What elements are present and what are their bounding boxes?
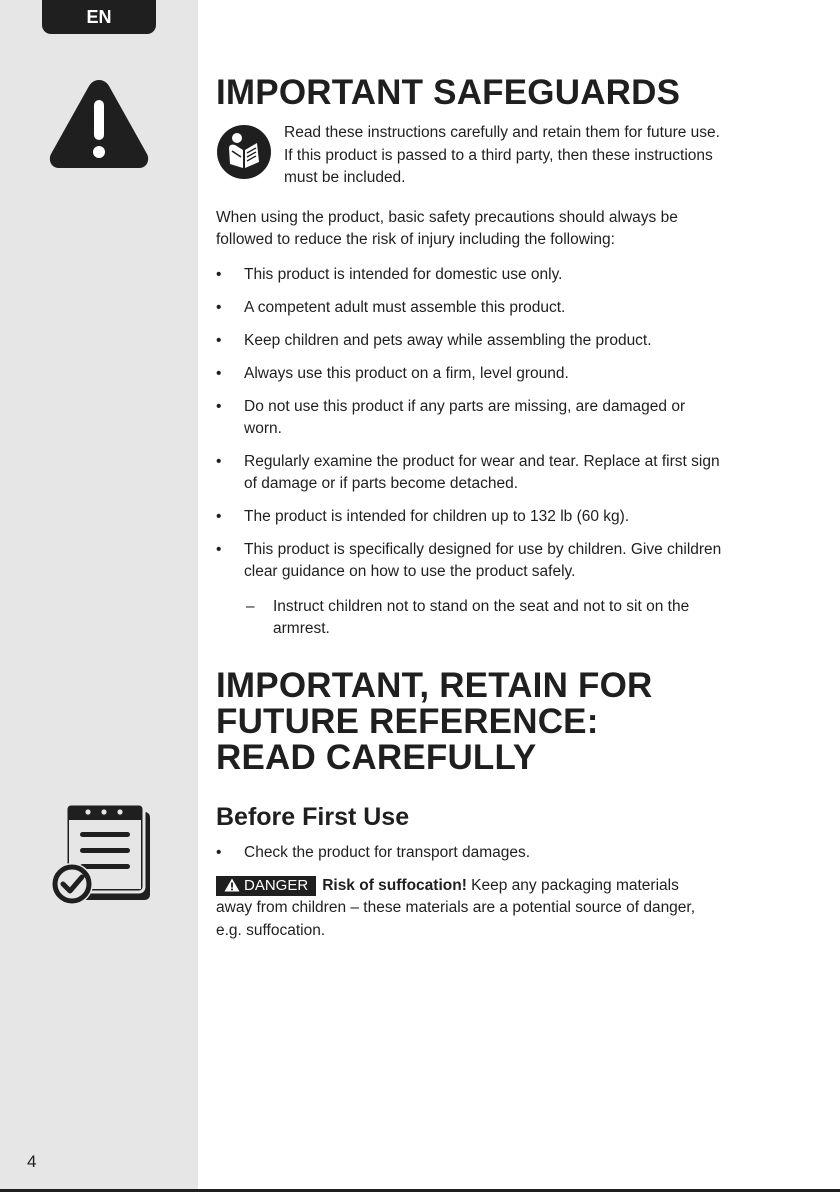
intro-line: When using the product, basic safety precautions should always be (216, 208, 678, 226)
danger-line (216, 875, 786, 898)
list-item (216, 842, 786, 864)
read-line: must be included. (284, 169, 406, 186)
danger-title: Risk of suffocation! (322, 876, 467, 894)
sub-list-item (216, 596, 786, 640)
bullet-symbol: • (216, 298, 222, 316)
bullet-symbol: • (216, 364, 222, 382)
danger-label: DANGER (244, 876, 309, 894)
list-item-text: Keep children and pets away while assembling the product. (244, 331, 652, 349)
read-manual-icon (216, 124, 272, 180)
intro-paragraph (216, 207, 786, 252)
list-item-text: A competent adult must assemble this product. (244, 298, 566, 316)
danger-line: away from children – these materials are a potential source of danger, (216, 899, 696, 916)
read-instructions-block (216, 122, 786, 190)
safeguards-title: IMPORTANT SAFEGUARDS (216, 73, 681, 112)
read-instructions-text (284, 122, 786, 190)
bullet-symbol: • (216, 452, 222, 470)
before-first-use-heading: Before First Use (216, 802, 410, 831)
list-item (216, 451, 786, 495)
safeguards-list (216, 264, 786, 640)
retain-line: READ CAREFULLY (216, 737, 537, 777)
list-item-line: This product is specifically designed for use by children. Give children (244, 540, 722, 558)
bullet-symbol: • (216, 507, 222, 525)
read-line: If this product is passed to a third party, then these instructions (284, 146, 713, 164)
checklist-icon (50, 800, 150, 910)
bullet-symbol: • (216, 397, 222, 415)
danger-paragraph (216, 875, 786, 943)
sub-list-line: Instruct children not to stand on the seat and not to sit on the (273, 597, 690, 615)
danger-badge (216, 876, 316, 896)
language-tab[interactable]: EN (42, 0, 156, 34)
read-line: Read these instructions carefully and retain them for future use. (284, 124, 720, 141)
list-item-line: Do not use this product if any parts are missing, are damaged or (244, 397, 686, 415)
list-item-text: The product is intended for children up to 132 lb (60 kg). (244, 507, 630, 525)
list-item-text: This product is intended for domestic use only. (244, 265, 563, 283)
list-item (216, 264, 786, 286)
bullet-symbol: • (216, 265, 222, 283)
list-item (216, 297, 786, 319)
intro-line: followed to reduce the risk of injury including the following: (216, 231, 615, 248)
bullet-symbol: • (216, 843, 222, 861)
sub-list-line: armrest. (273, 619, 330, 637)
page-number: 4 (27, 1152, 37, 1171)
warning-triangle-icon (46, 76, 152, 172)
sidebar (0, 0, 198, 1192)
list-item (216, 396, 786, 440)
bullet-symbol: • (216, 540, 222, 558)
bullet-symbol: • (216, 331, 222, 349)
sub-dash: – (246, 597, 255, 615)
retain-line: IMPORTANT, RETAIN FOR (216, 665, 653, 705)
list-item-text: Check the product for transport damages. (244, 843, 531, 861)
list-item-text: Always use this product on a firm, level ground. (244, 364, 569, 382)
main-content (216, 72, 786, 942)
danger-text: Keep any packaging materials (471, 876, 679, 894)
list-item-line: of damage or if parts become detached. (244, 474, 518, 492)
first-use-list (216, 842, 786, 864)
list-item-line: clear guidance on how to use the product safely. (244, 562, 576, 580)
list-item (216, 539, 786, 640)
retain-heading (216, 665, 786, 777)
list-item (216, 506, 786, 528)
list-item-line: worn. (244, 419, 282, 437)
danger-line: e.g. suffocation. (216, 921, 326, 939)
list-item-line: Regularly examine the product for wear and tear. Replace at first sign (244, 452, 720, 470)
list-item (216, 363, 786, 385)
danger-triangle-icon (224, 878, 240, 892)
list-item (216, 330, 786, 352)
retain-line: FUTURE REFERENCE: (216, 701, 599, 741)
